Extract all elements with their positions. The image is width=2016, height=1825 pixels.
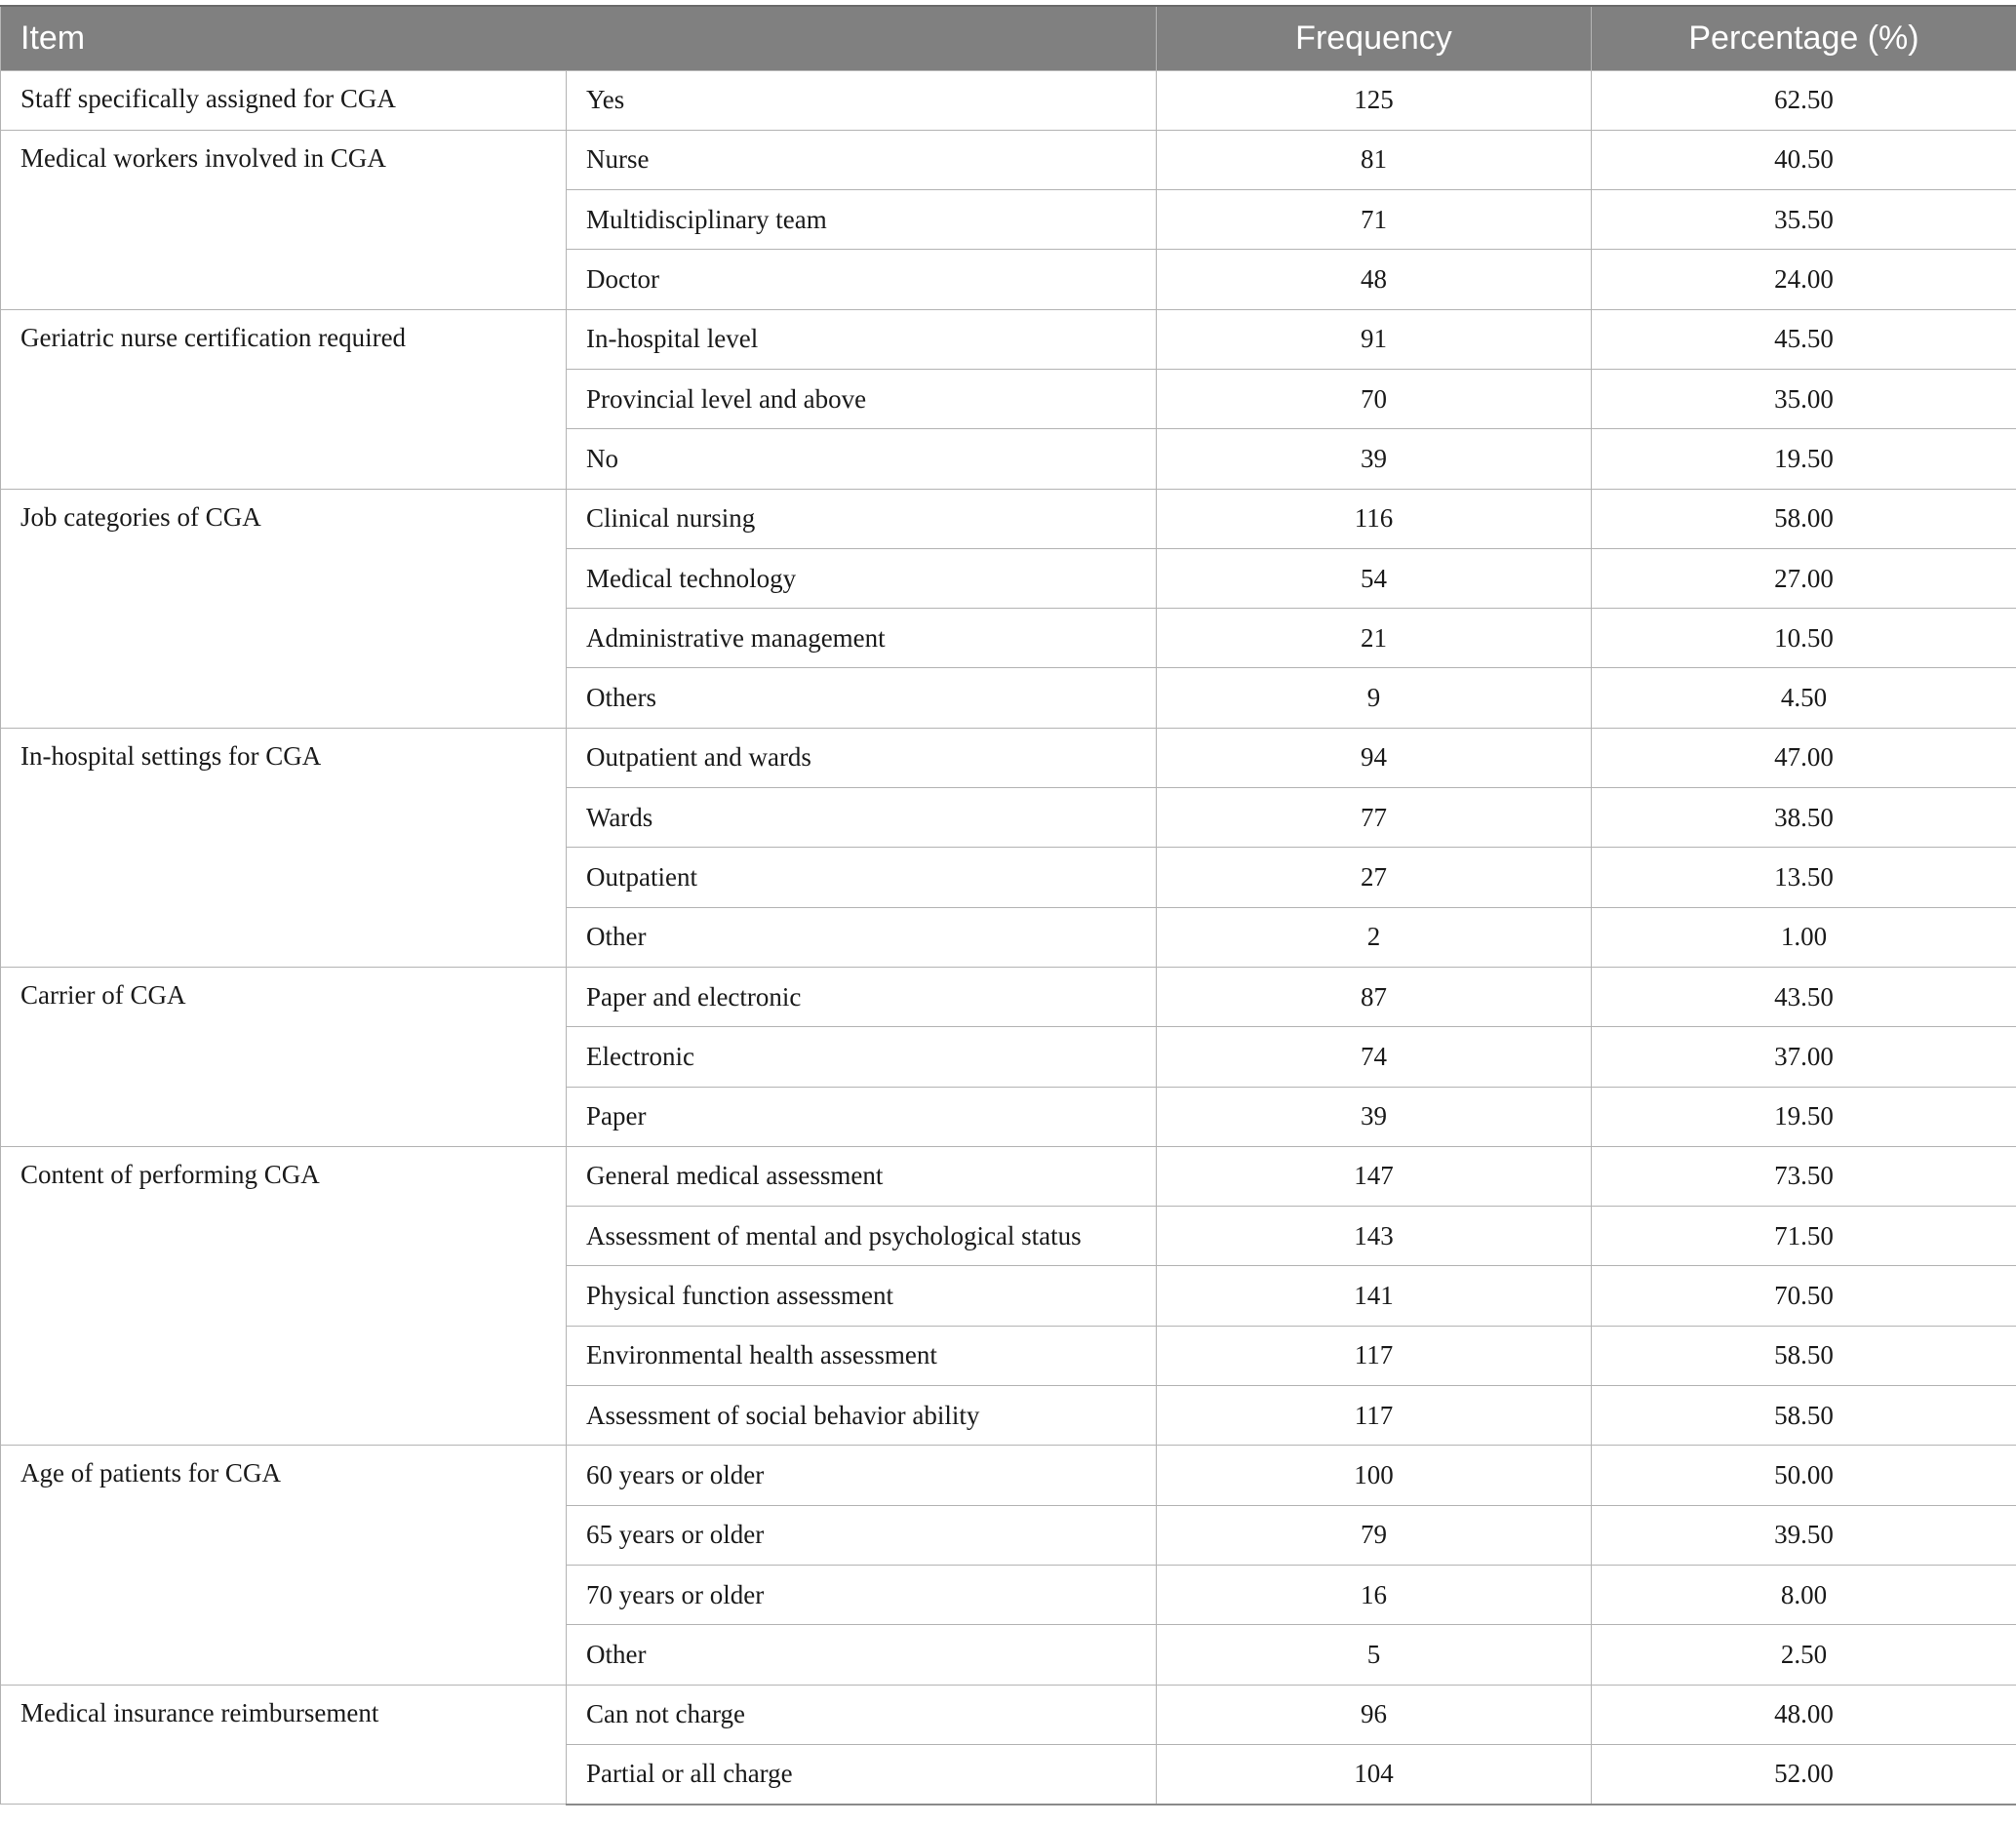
percentage-cell: 19.50 bbox=[1592, 1087, 2016, 1146]
percentage-cell: 1.00 bbox=[1592, 907, 2016, 967]
percentage-cell: 70.50 bbox=[1592, 1266, 2016, 1326]
header-frequency: Frequency bbox=[1157, 6, 1592, 70]
percentage-cell: 40.50 bbox=[1592, 130, 2016, 189]
option-cell: Other bbox=[567, 1625, 1157, 1685]
frequency-cell: 39 bbox=[1157, 429, 1592, 489]
percentage-cell: 10.50 bbox=[1592, 609, 2016, 668]
percentage-cell: 39.50 bbox=[1592, 1505, 2016, 1565]
option-cell: Partial or all charge bbox=[567, 1744, 1157, 1804]
frequency-cell: 147 bbox=[1157, 1146, 1592, 1206]
table-body bbox=[1, 70, 2016, 1805]
option-cell: Environmental health assessment bbox=[567, 1326, 1157, 1385]
frequency-cell: 104 bbox=[1157, 1744, 1592, 1804]
option-cell: Wards bbox=[567, 788, 1157, 848]
frequency-cell: 77 bbox=[1157, 788, 1592, 848]
percentage-cell: 62.50 bbox=[1592, 70, 2016, 130]
frequency-cell: 81 bbox=[1157, 130, 1592, 189]
option-cell: Physical function assessment bbox=[567, 1266, 1157, 1326]
frequency-cell: 143 bbox=[1157, 1207, 1592, 1266]
frequency-cell: 96 bbox=[1157, 1685, 1592, 1744]
option-cell: Administrative management bbox=[567, 609, 1157, 668]
item-label: In-hospital settings for CGA bbox=[1, 728, 567, 967]
item-label: Content of performing CGA bbox=[1, 1146, 567, 1445]
option-cell: Medical technology bbox=[567, 548, 1157, 608]
table-row bbox=[1, 489, 2016, 548]
percentage-cell: 48.00 bbox=[1592, 1685, 2016, 1744]
table-row bbox=[1, 1146, 2016, 1206]
percentage-cell: 2.50 bbox=[1592, 1625, 2016, 1685]
frequency-cell: 39 bbox=[1157, 1087, 1592, 1146]
percentage-cell: 27.00 bbox=[1592, 548, 2016, 608]
percentage-cell: 58.00 bbox=[1592, 489, 2016, 548]
item-label: Job categories of CGA bbox=[1, 489, 567, 728]
percentage-cell: 50.00 bbox=[1592, 1446, 2016, 1505]
percentage-cell: 24.00 bbox=[1592, 250, 2016, 309]
option-cell: Multidisciplinary team bbox=[567, 190, 1157, 250]
percentage-cell: 38.50 bbox=[1592, 788, 2016, 848]
table-header bbox=[1, 6, 2016, 70]
survey-table bbox=[0, 5, 2016, 1805]
table-row bbox=[1, 130, 2016, 189]
option-cell: General medical assessment bbox=[567, 1146, 1157, 1206]
option-cell: No bbox=[567, 429, 1157, 489]
header-item: Item bbox=[1, 6, 1157, 70]
table-row bbox=[1, 1685, 2016, 1744]
option-cell: 65 years or older bbox=[567, 1505, 1157, 1565]
frequency-cell: 21 bbox=[1157, 609, 1592, 668]
frequency-cell: 9 bbox=[1157, 668, 1592, 728]
frequency-cell: 70 bbox=[1157, 369, 1592, 428]
percentage-cell: 37.00 bbox=[1592, 1027, 2016, 1087]
option-cell: Paper and electronic bbox=[567, 967, 1157, 1026]
option-cell: Yes bbox=[567, 70, 1157, 130]
percentage-cell: 35.00 bbox=[1592, 369, 2016, 428]
table-row bbox=[1, 70, 2016, 130]
percentage-cell: 45.50 bbox=[1592, 309, 2016, 369]
frequency-cell: 117 bbox=[1157, 1326, 1592, 1385]
item-label: Carrier of CGA bbox=[1, 967, 567, 1146]
item-label: Staff specifically assigned for CGA bbox=[1, 70, 567, 130]
percentage-cell: 8.00 bbox=[1592, 1565, 2016, 1624]
option-cell: Electronic bbox=[567, 1027, 1157, 1087]
frequency-cell: 87 bbox=[1157, 967, 1592, 1026]
frequency-cell: 79 bbox=[1157, 1505, 1592, 1565]
option-cell: Other bbox=[567, 907, 1157, 967]
frequency-cell: 117 bbox=[1157, 1386, 1592, 1446]
header-percentage: Percentage (%) bbox=[1592, 6, 2016, 70]
table-row bbox=[1, 1446, 2016, 1505]
option-cell: 70 years or older bbox=[567, 1565, 1157, 1624]
frequency-cell: 2 bbox=[1157, 907, 1592, 967]
percentage-cell: 47.00 bbox=[1592, 728, 2016, 787]
option-cell: Can not charge bbox=[567, 1685, 1157, 1744]
frequency-cell: 125 bbox=[1157, 70, 1592, 130]
percentage-cell: 43.50 bbox=[1592, 967, 2016, 1026]
percentage-cell: 73.50 bbox=[1592, 1146, 2016, 1206]
percentage-cell: 35.50 bbox=[1592, 190, 2016, 250]
item-label: Geriatric nurse certification required bbox=[1, 309, 567, 489]
option-cell: Outpatient and wards bbox=[567, 728, 1157, 787]
option-cell: Paper bbox=[567, 1087, 1157, 1146]
option-cell: Nurse bbox=[567, 130, 1157, 189]
frequency-cell: 74 bbox=[1157, 1027, 1592, 1087]
percentage-cell: 71.50 bbox=[1592, 1207, 2016, 1266]
frequency-cell: 54 bbox=[1157, 548, 1592, 608]
option-cell: 60 years or older bbox=[567, 1446, 1157, 1505]
percentage-cell: 19.50 bbox=[1592, 429, 2016, 489]
percentage-cell: 58.50 bbox=[1592, 1326, 2016, 1385]
table-row bbox=[1, 967, 2016, 1026]
frequency-cell: 141 bbox=[1157, 1266, 1592, 1326]
item-label: Medical insurance reimbursement bbox=[1, 1685, 567, 1805]
option-cell: Provincial level and above bbox=[567, 369, 1157, 428]
frequency-cell: 5 bbox=[1157, 1625, 1592, 1685]
option-cell: Outpatient bbox=[567, 848, 1157, 907]
frequency-cell: 16 bbox=[1157, 1565, 1592, 1624]
item-label: Age of patients for CGA bbox=[1, 1446, 567, 1685]
percentage-cell: 4.50 bbox=[1592, 668, 2016, 728]
table-row bbox=[1, 728, 2016, 787]
frequency-cell: 71 bbox=[1157, 190, 1592, 250]
option-cell: Doctor bbox=[567, 250, 1157, 309]
table-row bbox=[1, 309, 2016, 369]
percentage-cell: 58.50 bbox=[1592, 1386, 2016, 1446]
frequency-cell: 116 bbox=[1157, 489, 1592, 548]
percentage-cell: 13.50 bbox=[1592, 848, 2016, 907]
frequency-cell: 27 bbox=[1157, 848, 1592, 907]
item-label: Medical workers involved in CGA bbox=[1, 130, 567, 309]
option-cell: In-hospital level bbox=[567, 309, 1157, 369]
option-cell: Assessment of social behavior ability bbox=[567, 1386, 1157, 1446]
frequency-cell: 48 bbox=[1157, 250, 1592, 309]
option-cell: Assessment of mental and psychological status bbox=[567, 1207, 1157, 1266]
percentage-cell: 52.00 bbox=[1592, 1744, 2016, 1804]
frequency-cell: 100 bbox=[1157, 1446, 1592, 1505]
option-cell: Others bbox=[567, 668, 1157, 728]
header-row bbox=[1, 6, 2016, 70]
frequency-cell: 91 bbox=[1157, 309, 1592, 369]
frequency-cell: 94 bbox=[1157, 728, 1592, 787]
option-cell: Clinical nursing bbox=[567, 489, 1157, 548]
